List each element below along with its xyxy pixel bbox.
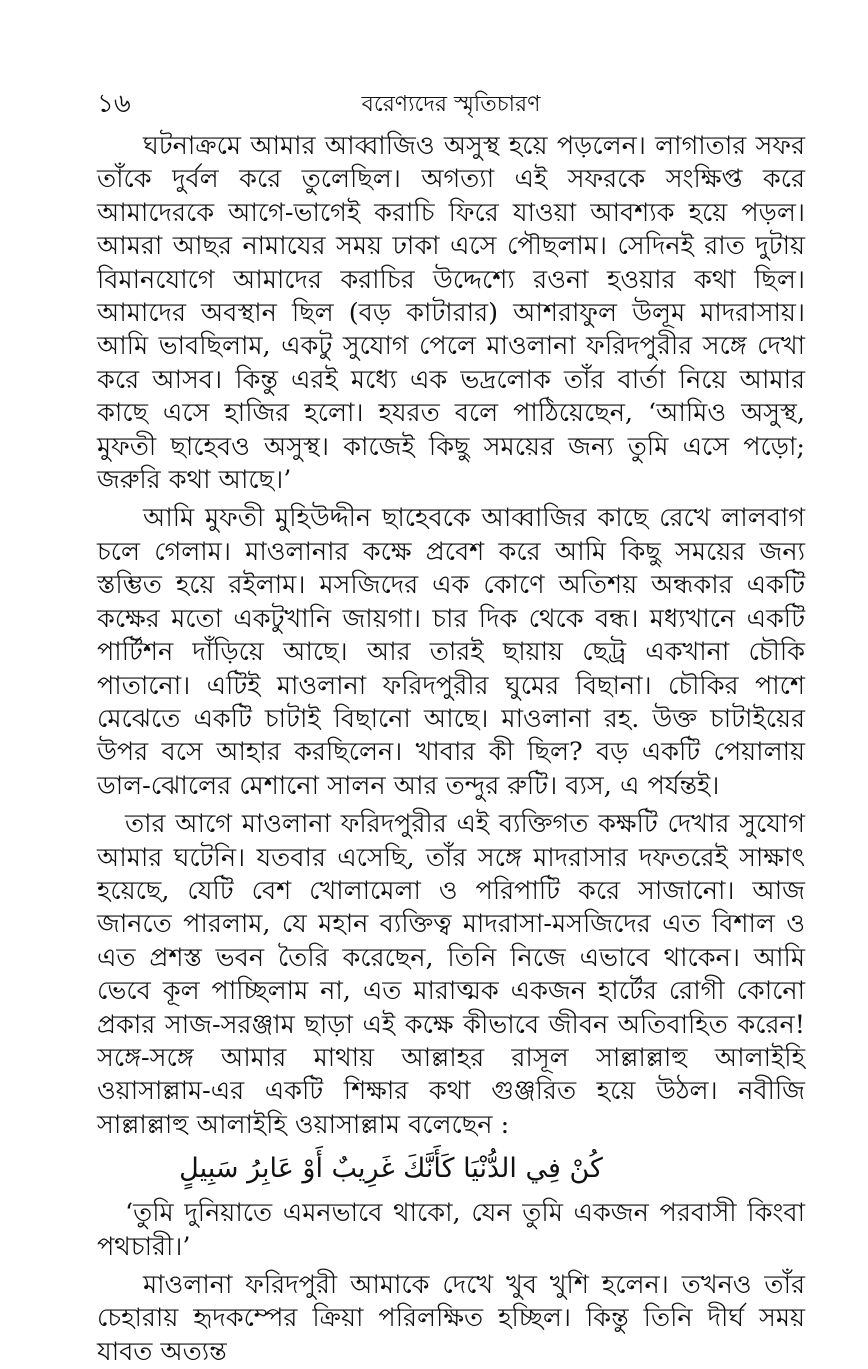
book-page (97, 88, 805, 1367)
paragraph-2: আমি মুফতী মুহিউদ্দীন ছাহেবকে আব্বাজির কাছে রেখে লালবাগ চলে গেলাম। মাওলানার কক্ষে প্রবেশ করে আমি কিছু সময়ের জন্য স্তম্ভিত হয়ে রইলাম। মসজিদের এক কোণে অতিশয় অন্ধকার একটি কক্ষের মতো একটুখানি জায়গা। চার দিক থেকে বন্ধ। মধ্যখানে একটি পার্টিশন দাঁড়িয়ে আছে। আর তারই ছায়ায় ছেট্র একখানা চৌকি পাতানো। এটিই মাওলানা ফরিদপুরীর ঘুমের বিছানা। চৌকির পাশে মেঝেতে একটি চাটাই বিছানো আছে। মাওলানা রহ. উক্ত চাটাইয়ের উপর বসে আহার করছিলেন। খাবার কী ছিল? বড় একটি পেয়ালায় ডাল-ঝোলের মেশানো সালন আর তন্দুর রুটি। ব্যস, এ পর্যন্তই। (97, 503, 805, 801)
paragraph-3: তার আগে মাওলানা ফরিদপুরীর এই ব্যক্তিগত কক্ষটি দেখার সুযোগ আমার ঘটেনি। যতবার এসেছি, তাঁর সঙ্গে মাদরাসার দফতরেই সাক্ষাৎ হয়েছে, যেটি বেশ খোলামেলা ও পরিপাটি করে সাজানো। আজ জানতে পারলাম, যে মহান ব্যক্তিত্ব মাদরাসা-মসজিদের এত বিশাল ও এত প্রশস্ত ভবন তৈরি করেছেন, তিনি নিজে এভাবে থাকেন। আমি ভেবে কূল পাচ্ছিলাম না, এত মারাত্মক একজন হার্টের রোগী কোনো প্রকার সাজ-সরঞ্জাম ছাড়া এই কক্ষে কীভাবে জীবন অতিবাহিত করেন! সঙ্গে-সঙ্গে আমার মাথায় আল্লাহর রাসূল সাল্লাল্লাহু আলাইহি ওয়াসাল্লাম-এর একটি শিক্ষার কথা গুঞ্জরিত হয়ে উঠল। নবীজি সাল্লাল্লাহু আলাইহি ওয়াসাল্লাম বলেছেন : (97, 809, 805, 1140)
running-title: বরেণ্যদের স্মৃতিচারণ (361, 92, 541, 117)
paragraph-1: ঘটনাক্রমে আমার আব্বাজিও অসুস্থ হয়ে পড়লেন। লাগাতার সফর তাঁকে দুর্বল করে তুলেছিল। অগত্যা এই সফরকে সংক্ষিপ্ত করে আমাদেরকে আগে-ভাগেই করাচি ফিরে যাওয়া আবশ্যক হয়ে পড়ল। আমরা আছর নামাযের সময় ঢাকা এসে পৌছলাম। সেদিনই রাত দুটায় বিমানযোগে আমাদের করাচির উদ্দেশ্যে রওনা হওয়ার কথা ছিল। আমাদের অবস্থান ছিল (বড় কাটারার) আশরাফুল উলূম মাদরাসায়। আমি ভাবছিলাম, একটু সুযোগ পেলে মাওলানা ফরিদপুরীর সঙ্গে দেখা করে আসব। কিন্তু এরই মধ্যে এক ভদ্রলোক তাঁর বার্তা নিয়ে আমার কাছে এসে হাজির হলো। হযরত বলে পাঠিয়েছেন, ‘আমিও অসুস্থ, মুফতী ছাহেবও অসুস্থ। কাজেই কিছু সময়ের জন্য তুমি এসে পড়ো; জরুরি কথা আছে।’ (97, 131, 805, 496)
page-body (97, 130, 805, 1369)
page-header (97, 88, 805, 130)
hadith-translation: ‘তুমি দুনিয়াতে এমনভাবে থাকো, যেন তুমি একজন পরবাসী কিংবা পথচারী।’ (97, 1198, 805, 1262)
closing-paragraph: মাওলানা ফরিদপুরী আমাকে দেখে খুব খুশি হলেন। তখনও তাঁর চেহারায় হৃদকম্পের ক্রিয়া পরিলক্ষিত হচ্ছিল। কিন্তু তিনি দীর্ঘ সময় যাবত অত্যন্ত (97, 1270, 805, 1367)
page-number: ১৬ (97, 89, 131, 119)
hadith-arabic: كُنْ فِي الدُّنْيَا كَأَنَّكَ غَرِيبٌ أَوْ عَابِرُ سَبِيلٍ (179, 1153, 603, 1185)
